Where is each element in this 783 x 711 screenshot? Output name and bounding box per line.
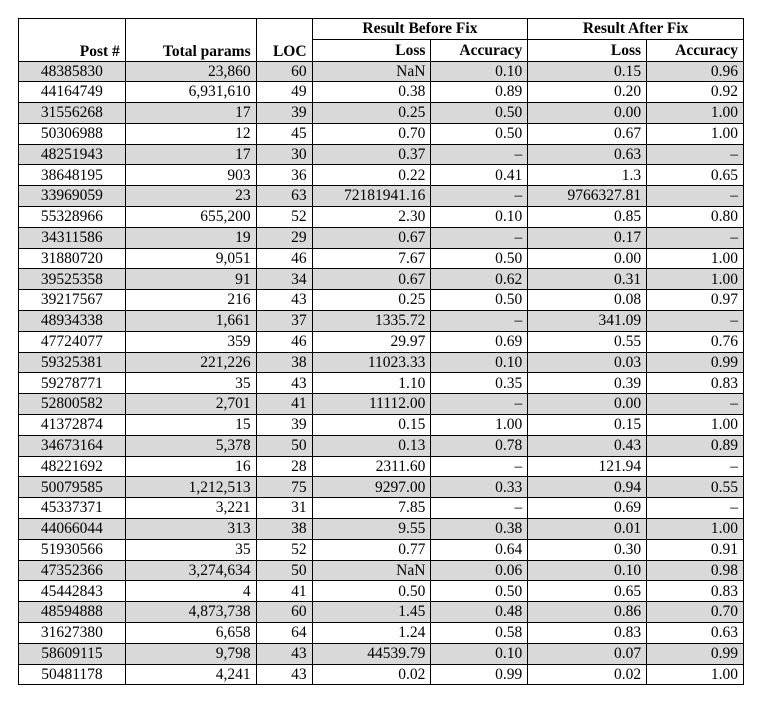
cell-loc: 52 xyxy=(256,207,312,228)
cell-loc: 30 xyxy=(256,144,312,165)
cell-total-params: 9,051 xyxy=(125,248,256,269)
cell-after-loss: 0.01 xyxy=(528,519,647,540)
cell-post: 31880720 xyxy=(19,248,126,269)
cell-before-loss: NaN xyxy=(312,560,431,581)
cell-after-loss: 0.43 xyxy=(528,435,647,456)
cell-before-loss: 2311.60 xyxy=(312,456,431,477)
cell-after-accuracy: 0.98 xyxy=(647,560,744,581)
cell-total-params: 2,701 xyxy=(125,394,256,415)
cell-after-accuracy: 0.97 xyxy=(647,290,744,311)
cell-post: 44066044 xyxy=(19,519,126,540)
table-row xyxy=(19,664,744,685)
cell-post: 39525358 xyxy=(19,269,126,290)
cell-total-params: 216 xyxy=(125,290,256,311)
cell-after-loss: 0.17 xyxy=(528,227,647,248)
cell-after-accuracy: 0.65 xyxy=(647,165,744,186)
header-before-fix: Result Before Fix xyxy=(312,19,528,40)
cell-after-accuracy: – xyxy=(647,394,744,415)
cell-loc: 49 xyxy=(256,82,312,103)
cell-post: 47724077 xyxy=(19,331,126,352)
table-body xyxy=(19,61,744,685)
cell-before-loss: 1.45 xyxy=(312,602,431,623)
header-before-accuracy: Accuracy xyxy=(431,40,528,62)
table-row xyxy=(19,477,744,498)
cell-post: 50306988 xyxy=(19,123,126,144)
cell-post: 47352366 xyxy=(19,560,126,581)
cell-before-accuracy: – xyxy=(431,394,528,415)
cell-total-params: 5,378 xyxy=(125,435,256,456)
cell-after-loss: 0.65 xyxy=(528,581,647,602)
table-row xyxy=(19,103,744,124)
cell-before-accuracy: 0.50 xyxy=(431,123,528,144)
cell-total-params: 17 xyxy=(125,103,256,124)
cell-after-accuracy: 0.99 xyxy=(647,352,744,373)
cell-before-accuracy: 0.38 xyxy=(431,519,528,540)
cell-before-accuracy: 0.33 xyxy=(431,477,528,498)
header-after-loss: Loss xyxy=(528,40,647,62)
cell-after-loss: 0.08 xyxy=(528,290,647,311)
cell-before-loss: 0.22 xyxy=(312,165,431,186)
cell-total-params: 15 xyxy=(125,415,256,436)
cell-after-accuracy: 0.92 xyxy=(647,82,744,103)
cell-before-loss: 0.38 xyxy=(312,82,431,103)
cell-before-loss: 2.30 xyxy=(312,207,431,228)
cell-after-accuracy: 0.70 xyxy=(647,602,744,623)
cell-before-loss: 9297.00 xyxy=(312,477,431,498)
cell-post: 45337371 xyxy=(19,498,126,519)
cell-before-accuracy: 0.50 xyxy=(431,103,528,124)
table-row xyxy=(19,581,744,602)
cell-after-loss: 0.39 xyxy=(528,373,647,394)
cell-post: 48934338 xyxy=(19,311,126,332)
cell-after-loss: 0.83 xyxy=(528,623,647,644)
cell-post: 48385830 xyxy=(19,61,126,82)
cell-loc: 31 xyxy=(256,498,312,519)
cell-after-accuracy: 0.80 xyxy=(647,207,744,228)
cell-after-loss: 0.94 xyxy=(528,477,647,498)
cell-after-accuracy: 0.89 xyxy=(647,435,744,456)
cell-after-loss: 0.00 xyxy=(528,103,647,124)
cell-after-accuracy: 1.00 xyxy=(647,269,744,290)
cell-loc: 46 xyxy=(256,248,312,269)
cell-loc: 63 xyxy=(256,186,312,207)
cell-before-loss: 0.50 xyxy=(312,581,431,602)
cell-after-accuracy: 0.63 xyxy=(647,623,744,644)
cell-after-loss: 341.09 xyxy=(528,311,647,332)
cell-after-loss: 1.3 xyxy=(528,165,647,186)
cell-after-loss: 0.20 xyxy=(528,82,647,103)
cell-after-loss: 0.31 xyxy=(528,269,647,290)
cell-after-loss: 0.02 xyxy=(528,664,647,685)
cell-after-loss: 9766327.81 xyxy=(528,186,647,207)
cell-after-loss: 0.63 xyxy=(528,144,647,165)
table-row xyxy=(19,207,744,228)
cell-after-accuracy: 0.83 xyxy=(647,373,744,394)
cell-after-accuracy: – xyxy=(647,144,744,165)
cell-post: 45442843 xyxy=(19,581,126,602)
header-after-accuracy: Accuracy xyxy=(647,40,744,62)
cell-after-accuracy: 1.00 xyxy=(647,123,744,144)
cell-total-params: 4 xyxy=(125,581,256,602)
cell-before-loss: 0.37 xyxy=(312,144,431,165)
cell-post: 34673164 xyxy=(19,435,126,456)
table-row xyxy=(19,560,744,581)
cell-before-accuracy: 0.64 xyxy=(431,539,528,560)
cell-before-loss: NaN xyxy=(312,61,431,82)
cell-after-loss: 0.10 xyxy=(528,560,647,581)
cell-total-params: 12 xyxy=(125,123,256,144)
cell-before-accuracy: 0.89 xyxy=(431,82,528,103)
cell-before-loss: 7.85 xyxy=(312,498,431,519)
cell-post: 33969059 xyxy=(19,186,126,207)
cell-after-accuracy: 0.96 xyxy=(647,61,744,82)
cell-loc: 28 xyxy=(256,456,312,477)
table-row xyxy=(19,165,744,186)
cell-before-loss: 0.25 xyxy=(312,103,431,124)
header-post-top xyxy=(19,19,126,40)
cell-total-params: 91 xyxy=(125,269,256,290)
cell-before-accuracy: 0.50 xyxy=(431,248,528,269)
cell-post: 48251943 xyxy=(19,144,126,165)
cell-after-loss: 0.69 xyxy=(528,498,647,519)
cell-before-loss: 0.02 xyxy=(312,664,431,685)
cell-after-loss: 0.67 xyxy=(528,123,647,144)
cell-total-params: 17 xyxy=(125,144,256,165)
cell-before-loss: 7.67 xyxy=(312,248,431,269)
cell-post: 50079585 xyxy=(19,477,126,498)
header-row-groups xyxy=(19,19,744,40)
cell-post: 59278771 xyxy=(19,373,126,394)
cell-total-params: 9,798 xyxy=(125,643,256,664)
cell-before-loss: 0.67 xyxy=(312,227,431,248)
cell-before-accuracy: – xyxy=(431,311,528,332)
header-total-params: Total params xyxy=(125,40,256,62)
cell-before-loss: 0.25 xyxy=(312,290,431,311)
cell-before-loss: 72181941.16 xyxy=(312,186,431,207)
cell-before-accuracy: 0.35 xyxy=(431,373,528,394)
cell-before-accuracy: – xyxy=(431,144,528,165)
cell-loc: 43 xyxy=(256,664,312,685)
cell-loc: 43 xyxy=(256,373,312,394)
table-row xyxy=(19,394,744,415)
cell-before-accuracy: – xyxy=(431,456,528,477)
table-row xyxy=(19,269,744,290)
cell-after-accuracy: 0.91 xyxy=(647,539,744,560)
cell-before-accuracy: 0.06 xyxy=(431,560,528,581)
header-post: Post # xyxy=(19,40,126,62)
header-params-top xyxy=(125,19,256,40)
cell-after-accuracy: 1.00 xyxy=(647,415,744,436)
cell-total-params: 1,661 xyxy=(125,311,256,332)
cell-before-accuracy: 0.10 xyxy=(431,207,528,228)
cell-before-accuracy: 0.10 xyxy=(431,643,528,664)
cell-post: 58609115 xyxy=(19,643,126,664)
cell-after-loss: 0.86 xyxy=(528,602,647,623)
cell-after-accuracy: 1.00 xyxy=(647,248,744,269)
cell-post: 48221692 xyxy=(19,456,126,477)
cell-loc: 34 xyxy=(256,269,312,290)
cell-loc: 60 xyxy=(256,602,312,623)
cell-before-loss: 0.15 xyxy=(312,415,431,436)
table-row xyxy=(19,186,744,207)
cell-before-accuracy: 0.10 xyxy=(431,352,528,373)
cell-after-accuracy: – xyxy=(647,456,744,477)
cell-loc: 46 xyxy=(256,331,312,352)
cell-before-loss: 1.10 xyxy=(312,373,431,394)
cell-total-params: 35 xyxy=(125,373,256,394)
cell-post: 59325381 xyxy=(19,352,126,373)
cell-total-params: 4,873,738 xyxy=(125,602,256,623)
cell-before-loss: 29.97 xyxy=(312,331,431,352)
cell-before-loss: 0.77 xyxy=(312,539,431,560)
cell-loc: 50 xyxy=(256,560,312,581)
cell-loc: 64 xyxy=(256,623,312,644)
cell-loc: 60 xyxy=(256,61,312,82)
cell-total-params: 1,212,513 xyxy=(125,477,256,498)
cell-loc: 43 xyxy=(256,290,312,311)
cell-after-accuracy: – xyxy=(647,498,744,519)
cell-post: 44164749 xyxy=(19,82,126,103)
cell-loc: 75 xyxy=(256,477,312,498)
cell-total-params: 35 xyxy=(125,539,256,560)
results-table xyxy=(18,18,744,685)
cell-before-accuracy: 0.99 xyxy=(431,664,528,685)
cell-after-accuracy: 0.76 xyxy=(647,331,744,352)
cell-total-params: 903 xyxy=(125,165,256,186)
cell-total-params: 655,200 xyxy=(125,207,256,228)
cell-before-accuracy: – xyxy=(431,227,528,248)
table-row xyxy=(19,123,744,144)
header-before-loss: Loss xyxy=(312,40,431,62)
cell-post: 48594888 xyxy=(19,602,126,623)
cell-after-loss: 0.30 xyxy=(528,539,647,560)
header-loc-top xyxy=(256,19,312,40)
cell-total-params: 3,221 xyxy=(125,498,256,519)
cell-after-accuracy: 1.00 xyxy=(647,519,744,540)
cell-before-accuracy: 0.41 xyxy=(431,165,528,186)
table-row xyxy=(19,519,744,540)
cell-before-accuracy: 0.50 xyxy=(431,581,528,602)
cell-post: 52800582 xyxy=(19,394,126,415)
cell-loc: 52 xyxy=(256,539,312,560)
cell-total-params: 359 xyxy=(125,331,256,352)
cell-before-accuracy: 0.62 xyxy=(431,269,528,290)
table-row xyxy=(19,290,744,311)
header-row-columns xyxy=(19,40,744,62)
cell-total-params: 16 xyxy=(125,456,256,477)
cell-before-accuracy: – xyxy=(431,186,528,207)
cell-after-loss: 0.07 xyxy=(528,643,647,664)
header-after-fix: Result After Fix xyxy=(528,19,744,40)
cell-loc: 38 xyxy=(256,352,312,373)
cell-after-accuracy: – xyxy=(647,311,744,332)
cell-loc: 45 xyxy=(256,123,312,144)
cell-before-accuracy: 0.69 xyxy=(431,331,528,352)
cell-before-loss: 1.24 xyxy=(312,623,431,644)
cell-post: 38648195 xyxy=(19,165,126,186)
cell-post: 55328966 xyxy=(19,207,126,228)
cell-after-loss: 0.15 xyxy=(528,415,647,436)
cell-after-accuracy: 0.83 xyxy=(647,581,744,602)
cell-total-params: 19 xyxy=(125,227,256,248)
cell-post: 34311586 xyxy=(19,227,126,248)
cell-after-accuracy: 1.00 xyxy=(647,103,744,124)
cell-after-loss: 0.03 xyxy=(528,352,647,373)
table-row xyxy=(19,352,744,373)
cell-loc: 41 xyxy=(256,581,312,602)
cell-total-params: 23,860 xyxy=(125,61,256,82)
cell-post: 31556268 xyxy=(19,103,126,124)
cell-before-loss: 0.70 xyxy=(312,123,431,144)
cell-loc: 39 xyxy=(256,415,312,436)
cell-after-accuracy: – xyxy=(647,227,744,248)
cell-before-accuracy: 0.50 xyxy=(431,290,528,311)
table-row xyxy=(19,144,744,165)
cell-total-params: 313 xyxy=(125,519,256,540)
cell-loc: 38 xyxy=(256,519,312,540)
cell-post: 51930566 xyxy=(19,539,126,560)
table-row xyxy=(19,456,744,477)
cell-before-loss: 11112.00 xyxy=(312,394,431,415)
table-row xyxy=(19,311,744,332)
cell-after-loss: 0.85 xyxy=(528,207,647,228)
table-row xyxy=(19,602,744,623)
cell-post: 31627380 xyxy=(19,623,126,644)
cell-total-params: 23 xyxy=(125,186,256,207)
cell-before-accuracy: – xyxy=(431,498,528,519)
table-row xyxy=(19,435,744,456)
cell-before-loss: 11023.33 xyxy=(312,352,431,373)
cell-before-loss: 44539.79 xyxy=(312,643,431,664)
cell-total-params: 6,931,610 xyxy=(125,82,256,103)
table-row xyxy=(19,248,744,269)
cell-after-accuracy: 1.00 xyxy=(647,664,744,685)
table-row xyxy=(19,643,744,664)
table-row xyxy=(19,415,744,436)
cell-before-loss: 0.13 xyxy=(312,435,431,456)
cell-before-accuracy: 0.48 xyxy=(431,602,528,623)
cell-loc: 50 xyxy=(256,435,312,456)
cell-before-loss: 1335.72 xyxy=(312,311,431,332)
cell-total-params: 3,274,634 xyxy=(125,560,256,581)
cell-total-params: 221,226 xyxy=(125,352,256,373)
cell-before-accuracy: 0.78 xyxy=(431,435,528,456)
cell-after-loss: 0.15 xyxy=(528,61,647,82)
cell-before-accuracy: 0.10 xyxy=(431,61,528,82)
cell-after-accuracy: 0.99 xyxy=(647,643,744,664)
table-row xyxy=(19,373,744,394)
cell-post: 41372874 xyxy=(19,415,126,436)
cell-loc: 41 xyxy=(256,394,312,415)
cell-before-accuracy: 1.00 xyxy=(431,415,528,436)
cell-total-params: 4,241 xyxy=(125,664,256,685)
cell-loc: 43 xyxy=(256,643,312,664)
cell-after-loss: 0.55 xyxy=(528,331,647,352)
cell-loc: 39 xyxy=(256,103,312,124)
cell-after-accuracy: 0.55 xyxy=(647,477,744,498)
header-loc: LOC xyxy=(256,40,312,62)
cell-loc: 29 xyxy=(256,227,312,248)
cell-before-accuracy: 0.58 xyxy=(431,623,528,644)
cell-after-loss: 121.94 xyxy=(528,456,647,477)
cell-before-loss: 0.67 xyxy=(312,269,431,290)
cell-after-loss: 0.00 xyxy=(528,394,647,415)
cell-loc: 36 xyxy=(256,165,312,186)
cell-total-params: 6,658 xyxy=(125,623,256,644)
table-row xyxy=(19,539,744,560)
table-row xyxy=(19,498,744,519)
table-header xyxy=(19,19,744,62)
table-row xyxy=(19,227,744,248)
cell-after-accuracy: – xyxy=(647,186,744,207)
cell-after-loss: 0.00 xyxy=(528,248,647,269)
cell-post: 39217567 xyxy=(19,290,126,311)
cell-before-loss: 9.55 xyxy=(312,519,431,540)
table-row xyxy=(19,82,744,103)
table-row xyxy=(19,331,744,352)
cell-loc: 37 xyxy=(256,311,312,332)
table-row xyxy=(19,61,744,82)
table-row xyxy=(19,623,744,644)
cell-post: 50481178 xyxy=(19,664,126,685)
